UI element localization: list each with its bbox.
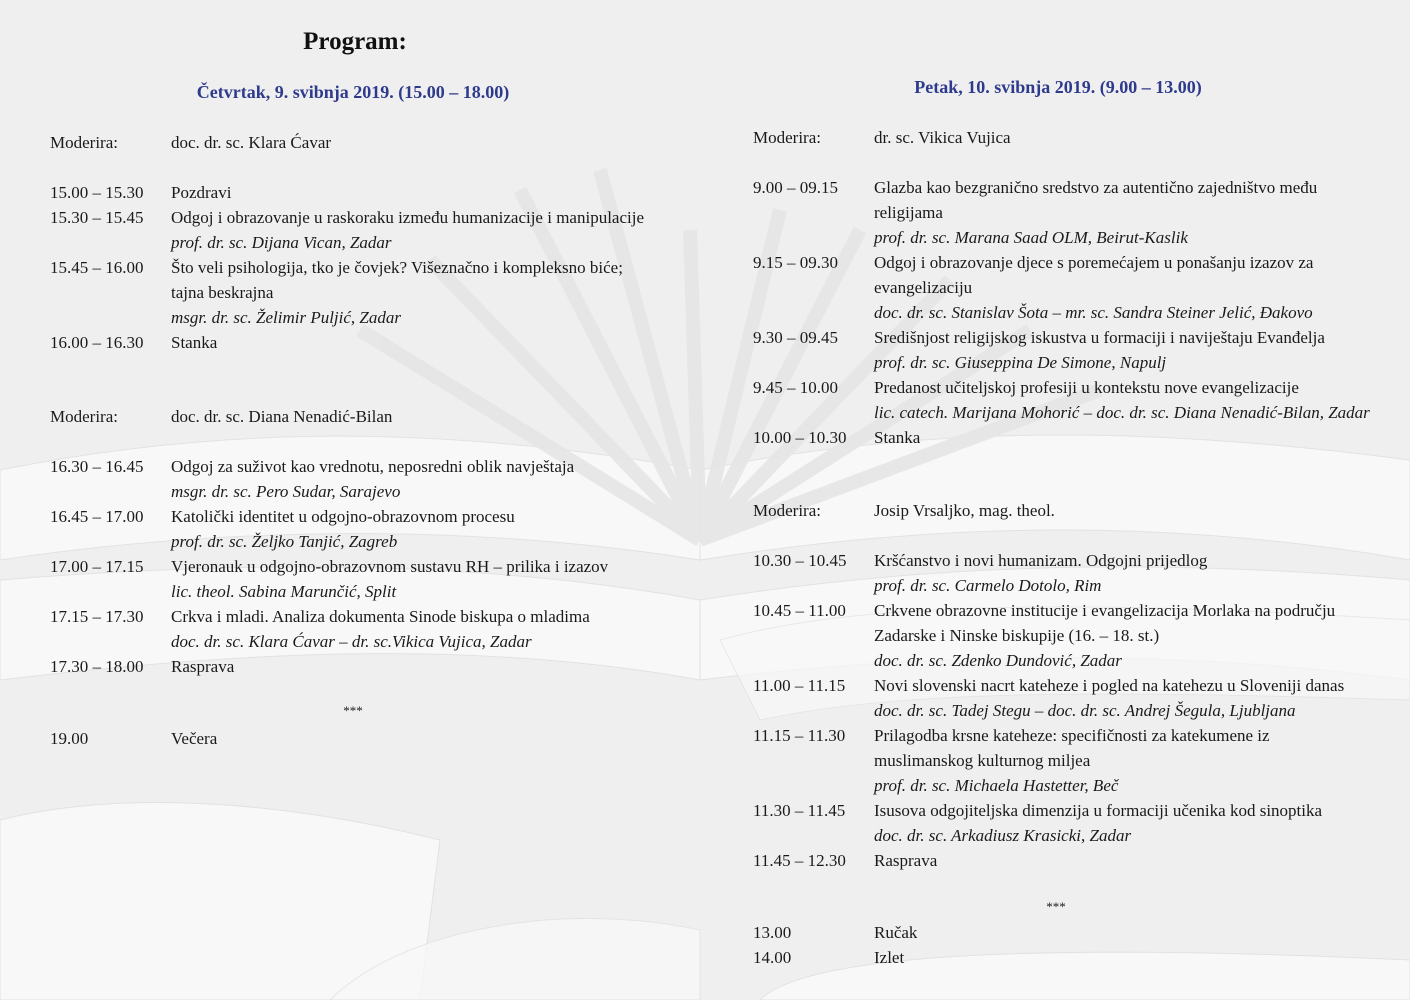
schedule-item bbox=[50, 604, 700, 654]
item-time: 9.00 – 09.15 bbox=[753, 178, 838, 197]
moderator-row bbox=[753, 498, 1393, 523]
moderator-name: doc. dr. sc. Klara Ćavar bbox=[171, 133, 332, 152]
schedule-item bbox=[753, 250, 1393, 325]
item-speaker: msgr. dr. sc. Pero Sudar, Sarajevo bbox=[171, 482, 401, 501]
item-speaker: lic. catech. Marijana Mohorić – doc. dr. sc. Diana Nenadić-Bilan, Zadar bbox=[874, 403, 1370, 422]
schedule-item bbox=[50, 726, 700, 751]
item-title: Pozdravi bbox=[171, 183, 232, 202]
schedule-item bbox=[50, 504, 700, 554]
page-title: Program: bbox=[303, 28, 407, 55]
item-title-continued: muslimanskog kulturnog miljea bbox=[874, 751, 1091, 770]
schedule-item bbox=[753, 375, 1393, 425]
moderator-row bbox=[50, 130, 700, 155]
moderator-label: Moderira: bbox=[50, 407, 118, 426]
item-time: 15.30 – 15.45 bbox=[50, 208, 144, 227]
schedule-item bbox=[753, 798, 1393, 848]
item-title: Središnjost religijskog iskustva u formaciji i naviještaju Evanđelja bbox=[874, 328, 1325, 347]
item-speaker: msgr. dr. sc. Želimir Puljić, Zadar bbox=[171, 308, 401, 327]
moderator-name: doc. dr. sc. Diana Nenadić-Bilan bbox=[171, 407, 393, 426]
item-speaker: lic. theol. Sabina Marunčić, Split bbox=[171, 582, 397, 601]
item-title: Novi slovenski nacrt kateheze i pogled na katehezu u Sloveniji danas bbox=[874, 676, 1345, 695]
schedule-item bbox=[50, 255, 700, 330]
item-time: 16.00 – 16.30 bbox=[50, 333, 144, 352]
item-speaker: prof. dr. sc. Michaela Hastetter, Beč bbox=[874, 776, 1119, 795]
item-time: 15.00 – 15.30 bbox=[50, 183, 144, 202]
schedule-item bbox=[753, 920, 1393, 945]
moderator-name: dr. sc. Vikica Vujica bbox=[874, 128, 1011, 147]
item-title: Crkvene obrazovne institucije i evangelizacija Morlaka na području bbox=[874, 601, 1336, 620]
item-title: Stanka bbox=[171, 333, 218, 352]
item-title: Odgoj za suživot kao vrednotu, neposredni oblik navještaja bbox=[171, 457, 575, 476]
item-time: 11.00 – 11.15 bbox=[753, 676, 846, 695]
item-title: Rasprava bbox=[874, 851, 938, 870]
session-block bbox=[753, 125, 1393, 450]
moderator-row bbox=[753, 125, 1393, 150]
schedule-item bbox=[753, 425, 1393, 450]
schedule-item bbox=[753, 673, 1393, 723]
moderator-label: Moderira: bbox=[753, 128, 821, 147]
item-title: Izlet bbox=[874, 948, 905, 967]
item-speaker: doc. dr. sc. Klara Ćavar – dr. sc.Vikica Vujica, Zadar bbox=[171, 632, 532, 651]
schedule-item bbox=[50, 330, 700, 355]
item-title: Rasprava bbox=[171, 657, 235, 676]
moderator-row bbox=[50, 404, 700, 429]
item-time: 11.15 – 11.30 bbox=[753, 726, 846, 745]
schedule-item bbox=[753, 945, 1393, 970]
item-speaker: doc. dr. sc. Stanislav Šota – mr. sc. Sandra Steiner Jelić, Đakovo bbox=[874, 303, 1313, 322]
item-title-continued: tajna beskrajna bbox=[171, 283, 274, 302]
item-time: 19.00 bbox=[50, 729, 89, 748]
item-time: 9.45 – 10.00 bbox=[753, 378, 838, 397]
after-program bbox=[753, 920, 1393, 970]
schedule-item bbox=[753, 848, 1393, 873]
item-title: Večera bbox=[171, 729, 218, 748]
after-program bbox=[50, 726, 700, 751]
moderator-label: Moderira: bbox=[753, 501, 821, 520]
item-time: 9.30 – 09.45 bbox=[753, 328, 838, 347]
schedule-item bbox=[753, 548, 1393, 598]
session-block bbox=[50, 404, 700, 679]
schedule-item bbox=[753, 723, 1393, 798]
item-title: Vjeronauk u odgojno-obrazovnom sustavu RH – prilika i izazov bbox=[171, 557, 609, 576]
item-speaker: doc. dr. sc. Zdenko Dundović, Zadar bbox=[874, 651, 1122, 670]
schedule-item bbox=[753, 325, 1393, 375]
separator: *** bbox=[1046, 899, 1066, 914]
item-title-continued: Zadarske i Ninske biskupije (16. – 18. st.) bbox=[874, 626, 1160, 645]
item-title: Katolički identitet u odgojno-obrazovnom procesu bbox=[171, 507, 515, 526]
item-time: 11.30 – 11.45 bbox=[753, 801, 846, 820]
item-title: Odgoj i obrazovanje djece s poremećajem u ponašanju izazov za bbox=[874, 253, 1314, 272]
item-speaker: doc. dr. sc. Tadej Stegu – doc. dr. sc. Andrej Šegula, Ljubljana bbox=[874, 701, 1296, 720]
moderator-label: Moderira: bbox=[50, 133, 118, 152]
schedule-item bbox=[753, 598, 1393, 673]
item-time: 17.15 – 17.30 bbox=[50, 607, 144, 626]
schedule-item bbox=[753, 175, 1393, 250]
item-time: 14.00 bbox=[753, 948, 792, 967]
item-speaker: doc. dr. sc. Arkadiusz Krasicki, Zadar bbox=[874, 826, 1132, 845]
item-speaker: prof. dr. sc. Marana Saad OLM, Beirut-Kaslik bbox=[874, 228, 1188, 247]
schedule-item bbox=[50, 654, 700, 679]
item-time: 10.30 – 10.45 bbox=[753, 551, 847, 570]
schedule-item bbox=[50, 454, 700, 504]
item-title-continued: evangelizaciju bbox=[874, 278, 973, 297]
schedule-item bbox=[50, 205, 700, 255]
item-title: Stanka bbox=[874, 428, 921, 447]
item-time: 15.45 – 16.00 bbox=[50, 258, 144, 277]
schedule-item bbox=[50, 554, 700, 604]
item-title: Isusova odgojiteljska dimenzija u formaciji učenika kod sinoptika bbox=[874, 801, 1323, 820]
item-time: 16.45 – 17.00 bbox=[50, 507, 144, 526]
item-title: Glazba kao bezgranično sredstvo za autentično zajedništvo među bbox=[874, 178, 1318, 197]
item-title: Što veli psihologija, tko je čovjek? Višeznačno i kompleksno biće; bbox=[171, 258, 623, 277]
schedule-item bbox=[50, 180, 700, 205]
day-heading: Četvrtak, 9. svibnja 2019. (15.00 – 18.00) bbox=[196, 82, 510, 102]
item-speaker: prof. dr. sc. Carmelo Dotolo, Rim bbox=[874, 576, 1102, 595]
item-title: Kršćanstvo i novi humanizam. Odgojni prijedlog bbox=[874, 551, 1208, 570]
item-time: 9.15 – 09.30 bbox=[753, 253, 838, 272]
item-time: 16.30 – 16.45 bbox=[50, 457, 144, 476]
item-time: 11.45 – 12.30 bbox=[753, 851, 846, 870]
item-title: Ručak bbox=[874, 923, 918, 942]
item-title: Odgoj i obrazovanje u raskoraku između humanizacije i manipulacije bbox=[171, 208, 644, 227]
item-title: Prilagodba krsne kateheze: specifičnosti za katekumene iz bbox=[874, 726, 1270, 745]
item-time: 17.00 – 17.15 bbox=[50, 557, 144, 576]
separator: *** bbox=[343, 703, 363, 718]
item-time: 17.30 – 18.00 bbox=[50, 657, 144, 676]
item-time: 13.00 bbox=[753, 923, 792, 942]
day-heading: Petak, 10. svibnja 2019. (9.00 – 13.00) bbox=[914, 77, 1202, 97]
item-speaker: prof. dr. sc. Željko Tanjić, Zagreb bbox=[171, 532, 398, 551]
item-speaker: prof. dr. sc. Giuseppina De Simone, Napulj bbox=[874, 353, 1167, 372]
item-speaker: prof. dr. sc. Dijana Vican, Zadar bbox=[171, 233, 392, 252]
session-block bbox=[50, 130, 700, 355]
item-title-continued: religijama bbox=[874, 203, 943, 222]
session-block bbox=[753, 498, 1393, 873]
item-time: 10.45 – 11.00 bbox=[753, 601, 846, 620]
item-title: Crkva i mladi. Analiza dokumenta Sinode biskupa o mladima bbox=[171, 607, 590, 626]
item-time: 10.00 – 10.30 bbox=[753, 428, 847, 447]
moderator-name: Josip Vrsaljko, mag. theol. bbox=[874, 501, 1055, 520]
item-title: Predanost učiteljskoj profesiji u kontekstu nove evangelizacije bbox=[874, 378, 1299, 397]
